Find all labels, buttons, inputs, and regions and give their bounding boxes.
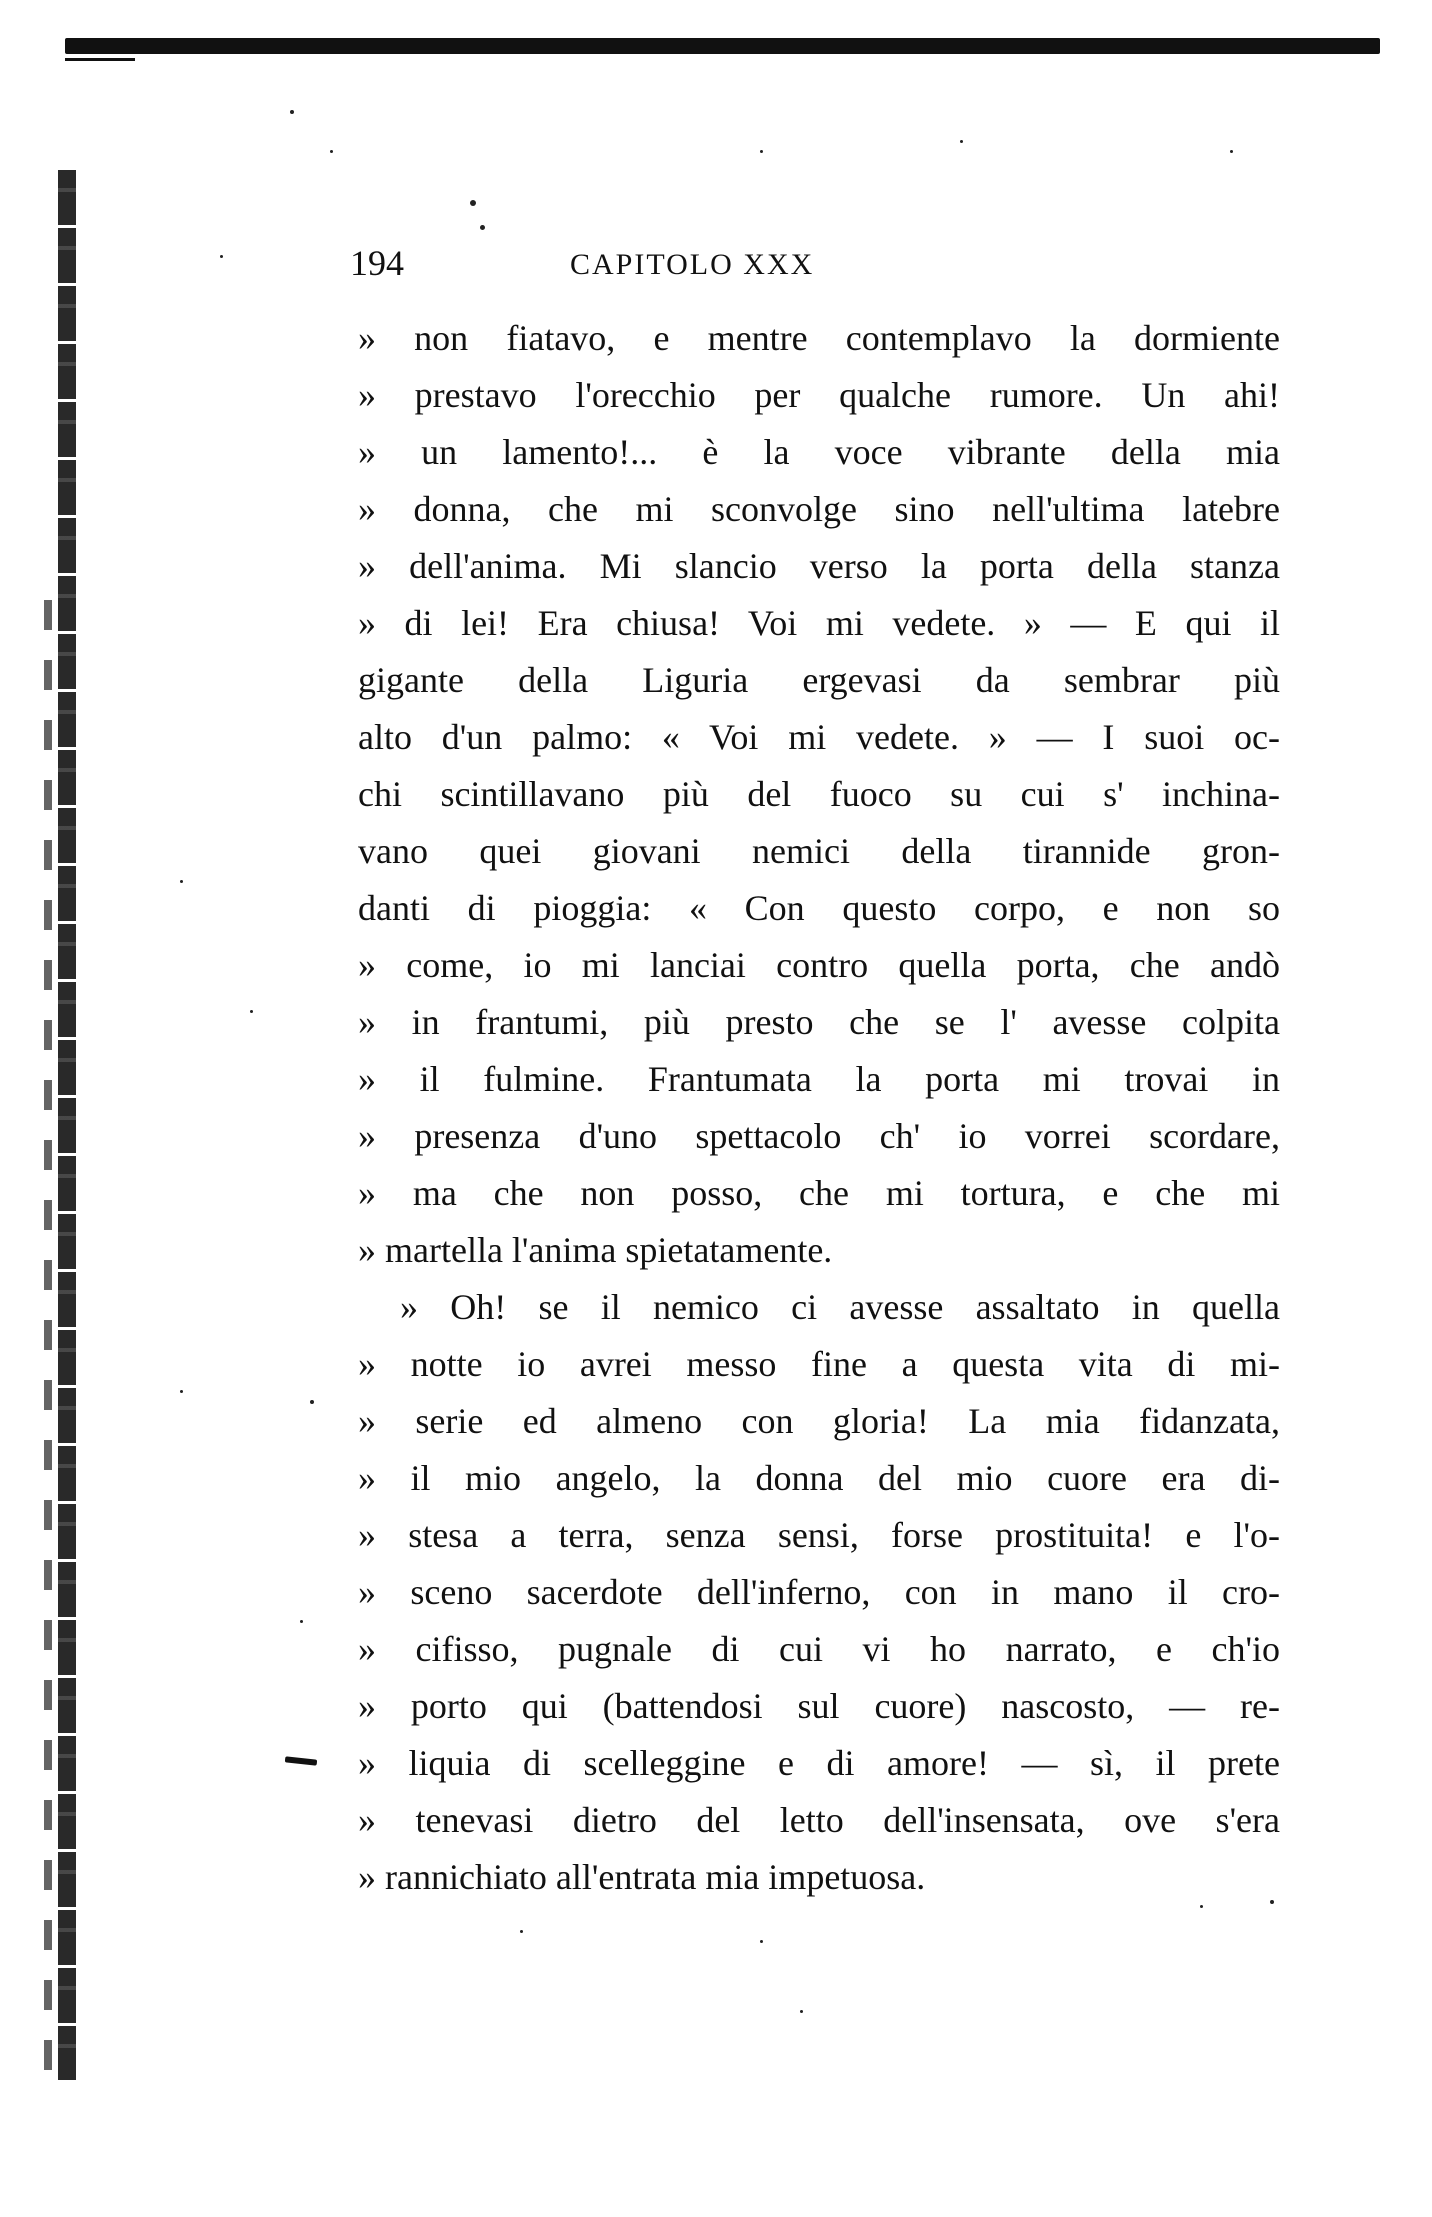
text-line: » il mio angelo, la donna del mio cuore era di- bbox=[358, 1458, 1280, 1498]
scan-speck bbox=[520, 1930, 523, 1933]
text-line: » prestavo l'orecchio per qualche rumore. Un ahi! bbox=[358, 375, 1280, 415]
text-line: » donna, che mi sconvolge sino nell'ultima latebre bbox=[358, 489, 1280, 529]
scan-speck bbox=[310, 1400, 314, 1404]
body-text bbox=[358, 310, 1280, 1906]
scan-speck bbox=[220, 255, 223, 258]
text-line: » notte io avrei messo fine a questa vita di mi- bbox=[358, 1344, 1280, 1384]
text-line: » tenevasi dietro del letto dell'insensata, ove s'era bbox=[358, 1800, 1280, 1840]
text-line: » Oh! se il nemico ci avesse assaltato in quella bbox=[400, 1287, 1280, 1327]
scan-speck bbox=[250, 1010, 253, 1013]
scan-speck bbox=[290, 110, 294, 114]
scan-speck bbox=[800, 2010, 803, 2013]
margin-dash-mark bbox=[285, 1756, 317, 1765]
text-line: » un lamento!... è la voce vibrante della mia bbox=[358, 432, 1280, 472]
text-line: alto d'un palmo: « Voi mi vedete. » — I suoi oc- bbox=[358, 717, 1280, 757]
binding-edge-shadow bbox=[44, 600, 52, 2100]
scan-speck bbox=[300, 1620, 303, 1623]
text-line: » porto qui (battendosi sul cuore) nascosto, — re- bbox=[358, 1686, 1280, 1726]
text-line: » dell'anima. Mi slancio verso la porta della stanza bbox=[358, 546, 1280, 586]
scan-speck bbox=[1230, 150, 1233, 153]
text-line: » di lei! Era chiusa! Voi mi vedete. » — E qui il bbox=[358, 603, 1280, 643]
scan-speck bbox=[470, 200, 476, 206]
page-number: 194 bbox=[350, 243, 404, 283]
text-line: » rannichiato all'entrata mia impetuosa. bbox=[358, 1857, 926, 1897]
scan-speck bbox=[480, 225, 485, 230]
scan-speck bbox=[180, 1390, 183, 1393]
scan-speck bbox=[330, 150, 333, 153]
text-line: » martella l'anima spietatamente. bbox=[358, 1230, 833, 1270]
scan-speck bbox=[760, 1940, 763, 1943]
page-header bbox=[350, 242, 1290, 292]
text-line: danti di pioggia: « Con questo corpo, e non so bbox=[358, 888, 1280, 928]
text-line: » in frantumi, più presto che se l' avesse colpita bbox=[358, 1002, 1280, 1042]
scan-speck bbox=[180, 880, 183, 883]
text-line: » non fiatavo, e mentre contemplavo la dormiente bbox=[358, 318, 1280, 358]
text-line: » come, io mi lanciai contro quella porta, che andò bbox=[358, 945, 1280, 985]
top-rule bbox=[65, 38, 1380, 54]
scan-speck bbox=[760, 150, 763, 153]
top-rule-underline bbox=[65, 58, 135, 61]
text-line: » presenza d'uno spettacolo ch' io vorrei scordare, bbox=[358, 1116, 1280, 1156]
text-line: » sceno sacerdote dell'inferno, con in mano il cro- bbox=[358, 1572, 1280, 1612]
text-line: » serie ed almeno con gloria! La mia fidanzata, bbox=[358, 1401, 1280, 1441]
running-head: CAPITOLO XXX bbox=[570, 248, 815, 281]
text-line: chi scintillavano più del fuoco su cui s' inchina- bbox=[358, 774, 1280, 814]
text-line: » liquia di scelleggine e di amore! — sì, il prete bbox=[358, 1743, 1280, 1783]
text-line: » cifisso, pugnale di cui vi ho narrato, e ch'io bbox=[358, 1629, 1280, 1669]
text-line: » ma che non posso, che mi tortura, e che mi bbox=[358, 1173, 1280, 1213]
text-line: vano quei giovani nemici della tirannide gron- bbox=[358, 831, 1280, 871]
text-line: » stesa a terra, senza sensi, forse prostituita! e l'o- bbox=[358, 1515, 1280, 1555]
text-line: gigante della Liguria ergevasi da sembrar più bbox=[358, 660, 1280, 700]
text-line: » il fulmine. Frantumata la porta mi trovai in bbox=[358, 1059, 1280, 1099]
binding-edge bbox=[58, 170, 76, 2080]
scan-speck bbox=[960, 140, 963, 143]
